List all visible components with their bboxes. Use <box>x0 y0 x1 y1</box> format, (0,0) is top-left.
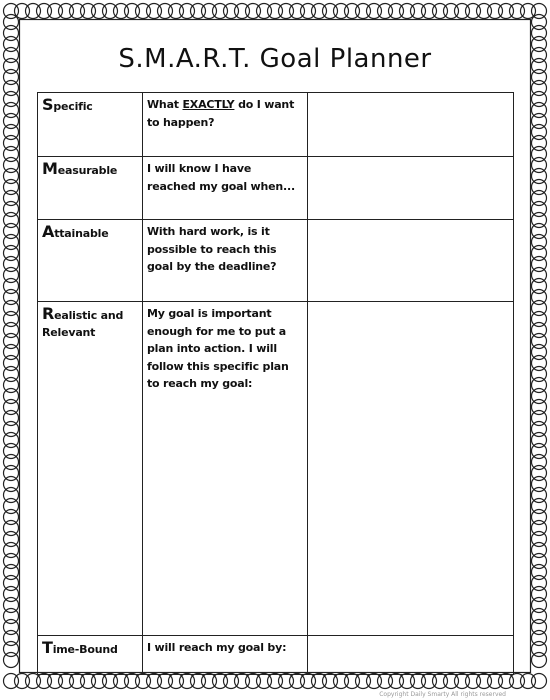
prompt-measurable: I will know I have reached my goal when... <box>143 157 308 220</box>
label-time-bound: Time-Bound <box>38 636 143 675</box>
label-attainable: Attainable <box>38 220 143 302</box>
row-realistic <box>38 302 514 636</box>
prompt-specific: What EXACTLY do I want to happen? <box>143 93 308 157</box>
answer-measurable[interactable] <box>308 157 514 220</box>
label-specific: Specific <box>38 93 143 157</box>
answer-time-bound[interactable] <box>308 636 514 675</box>
border-loop <box>4 653 19 668</box>
copyright-note: Copyright Daily Smarty All rights reserved <box>379 691 506 698</box>
border-loop <box>532 674 547 689</box>
row-time-bound <box>38 636 514 675</box>
answer-attainable[interactable] <box>308 220 514 302</box>
row-measurable <box>38 157 514 220</box>
label-measurable: Measurable <box>38 157 143 220</box>
row-attainable <box>38 220 514 302</box>
answer-specific[interactable] <box>308 93 514 157</box>
row-specific <box>38 93 514 157</box>
label-realistic: Realistic and Relevant <box>38 302 143 636</box>
emphasis-exactly: EXACTLY <box>182 98 235 111</box>
border-loop <box>532 653 547 668</box>
answer-realistic[interactable] <box>308 302 514 636</box>
smart-goal-table <box>37 92 514 675</box>
prompt-attainable: With hard work, is it possible to reach this goal by the deadline? <box>143 220 308 302</box>
page-title: S.M.A.R.T. Goal Planner <box>118 44 432 74</box>
prompt-realistic: My goal is important enough for me to put a plan into action. I will follow this specific plan to reach my goal: <box>143 302 308 636</box>
prompt-time-bound: I will reach my goal by: <box>143 636 308 675</box>
